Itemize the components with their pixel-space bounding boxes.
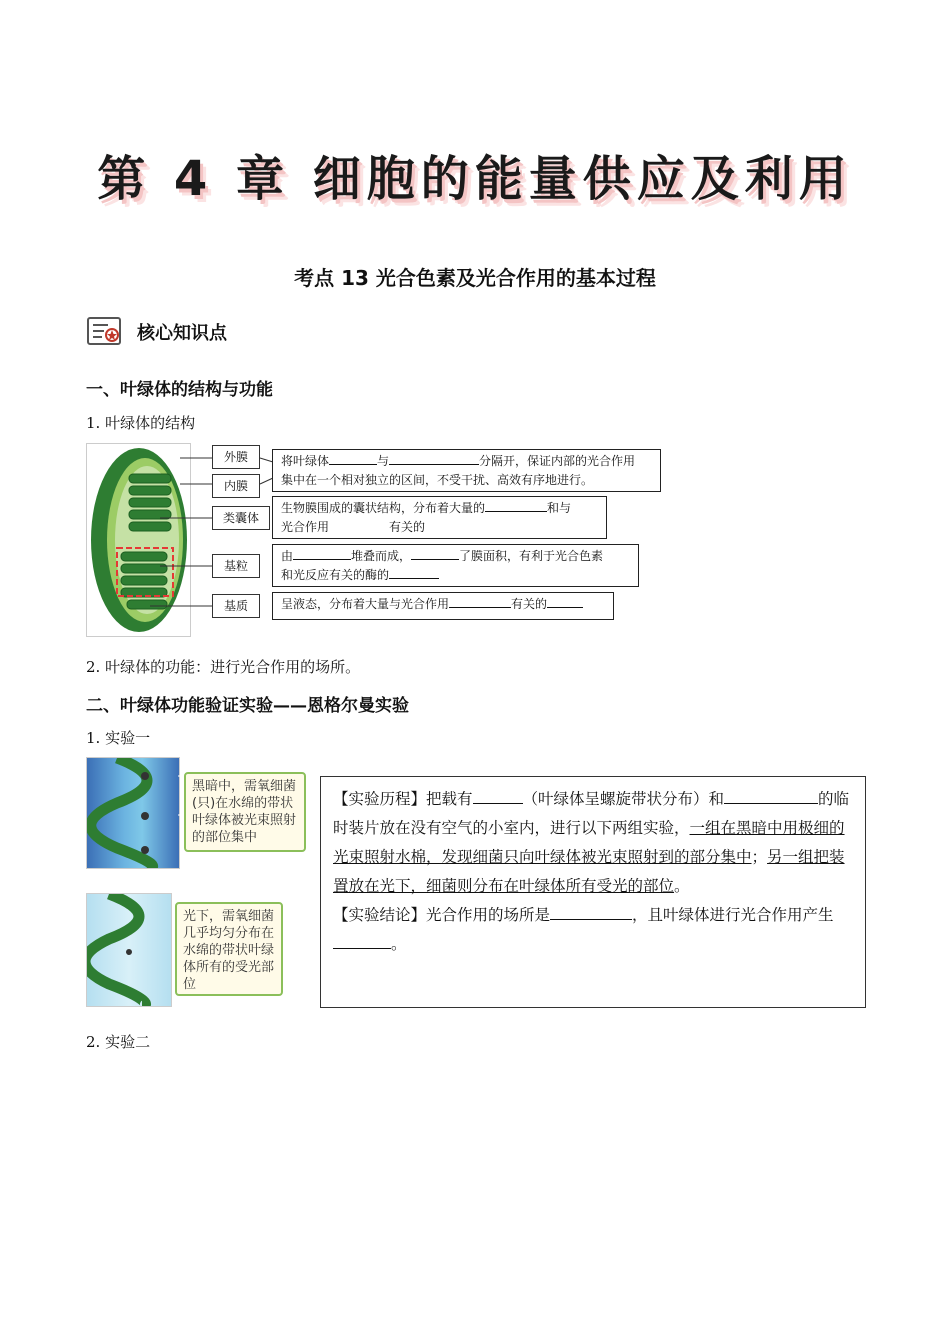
blank[interactable]: [547, 595, 583, 608]
blank[interactable]: [411, 547, 459, 560]
experiment-box: 【实验历程】把载有 （叶绿体呈螺旋带状分布）和 的临时装片放在没有空气的小室内，进行以下两组实验，一组在黑暗中用极细的光束照射水棉，发现细菌只向叶绿体被光束照射到的部分集中；另一组把装置放在光下，细菌则分布在叶绿体所有受光的部位。 【实验结论】光合作用的场所是 ，且叶绿体进行光合作用产生。: [320, 776, 866, 1008]
blank[interactable]: [293, 547, 351, 560]
callout-light: 光下，需氧细菌几乎均匀分布在水绵的带状叶绿体所有的受光部位: [175, 902, 283, 996]
blank[interactable]: [473, 787, 523, 804]
blank[interactable]: [329, 519, 389, 531]
section1-sub2: 2. 叶绿体的功能：进行光合作用的场所。: [86, 658, 361, 676]
blank[interactable]: [389, 452, 479, 465]
blank[interactable]: [389, 566, 439, 579]
label-outer-membrane: 外膜: [212, 445, 260, 469]
desc-thylakoid: 生物膜围成的囊状结构，分布着大量的 和与 光合作用 有关的: [272, 496, 607, 539]
spirogyra-dark-image: [86, 757, 180, 869]
core-knowledge-label: 核心知识点: [137, 323, 227, 344]
blank[interactable]: [329, 452, 377, 465]
desc-stroma: 呈液态，分布着大量与光合作用 有关的: [272, 592, 614, 620]
blank[interactable]: [449, 595, 511, 608]
section1-heading: 一、叶绿体的结构与功能: [86, 380, 273, 400]
section2-sub1: 1. 实验一: [86, 729, 151, 747]
label-stroma: 基质: [212, 594, 260, 618]
section2-sub2: 2. 实验二: [86, 1033, 151, 1051]
spirogyra-light-image: [86, 893, 172, 1007]
section1-sub1: 1. 叶绿体的结构: [86, 414, 196, 432]
section2-heading: 二、叶绿体功能验证实验——恩格尔曼实验: [86, 696, 409, 716]
chapter-title: 第 4 章 细胞的能量供应及利用: [97, 151, 853, 207]
blank[interactable]: [550, 903, 632, 920]
desc-granum: 由 堆叠而成， 了膜面积，有利于光合色素 和光反应有关的酶的: [272, 544, 639, 587]
label-inner-membrane: 内膜: [212, 474, 260, 498]
callout-dark: 黑暗中，需氧细菌(只)在水绵的带状叶绿体被光束照射的部位集中: [184, 772, 306, 852]
desc-membrane: 将叶绿体 与 分隔开，保证内部的光合作用 集中在一个相对独立的区间，不受干扰、高效有序地进行。: [272, 449, 661, 492]
blank[interactable]: [333, 932, 391, 949]
topic-title: 考点 13 光合色素及光合作用的基本过程: [294, 266, 656, 290]
blank[interactable]: [485, 499, 547, 512]
label-thylakoid: 类囊体: [212, 506, 270, 530]
label-granum: 基粒: [212, 554, 260, 578]
blank[interactable]: [724, 787, 818, 804]
document-badge-icon: [86, 316, 122, 346]
